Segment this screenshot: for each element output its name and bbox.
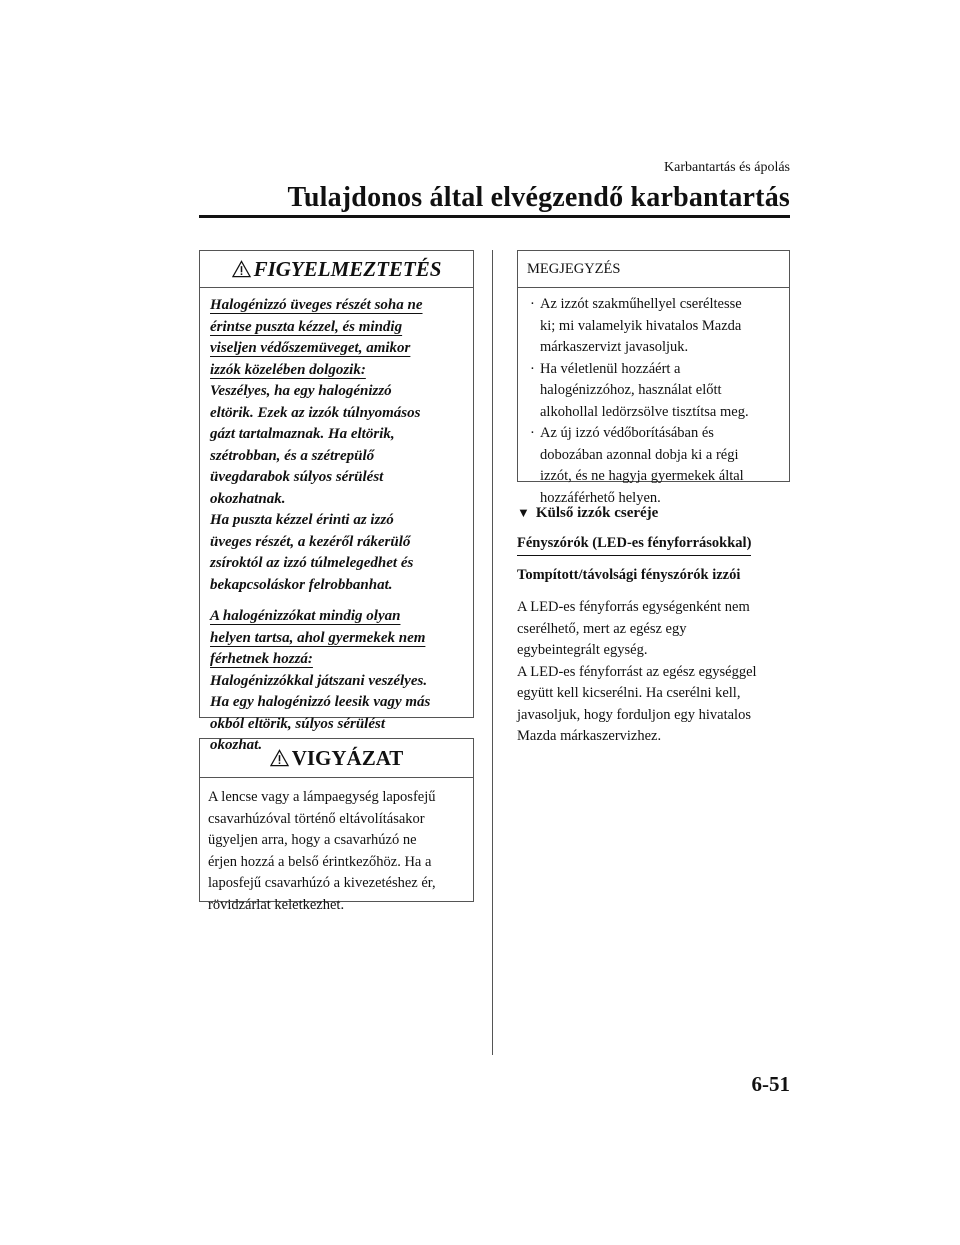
caution-body xyxy=(200,778,473,916)
body-text-line: javasoljuk, hogy forduljon egy hivatalos xyxy=(517,706,751,723)
caution-text-line: A lencse vagy a lámpaegység laposfejű xyxy=(208,789,436,805)
body-text-line: A LED-es fényforrást az egész egységgel xyxy=(517,663,757,680)
section-label: Karbantartás és ápolás xyxy=(664,160,790,175)
column-divider xyxy=(492,250,493,1055)
note-list xyxy=(518,288,789,509)
note-text-line: alkohollal ledörzsölve tisztítsa meg. xyxy=(540,403,749,420)
caution-box xyxy=(199,738,474,913)
warning-box xyxy=(199,250,474,753)
warning-text-line: Veszélyes, ha egy halogénizzó xyxy=(210,383,392,399)
warning-triangle-icon xyxy=(232,260,251,278)
warning-text-line: gázt tartalmaznak. Ha eltörik, xyxy=(210,426,395,442)
note-text-line: Az új izzó védőborításában és xyxy=(540,425,714,441)
header-rule xyxy=(199,215,790,218)
page-heading: Tulajdonos által elvégzendő karbantartás xyxy=(287,182,790,213)
page-number: 6-51 xyxy=(751,1072,790,1096)
warning-text-line: okozhatnak. xyxy=(210,490,286,507)
warning-heading-line: A halogénizzókat mindig olyan xyxy=(210,608,401,624)
caution-text-line: ügyeljen arra, hogy a csavarhúzó ne xyxy=(208,832,417,848)
note-text-line: izzót, és ne hagyja gyermekek által xyxy=(540,468,744,484)
subsection-title xyxy=(517,505,658,522)
caution-text-line: érjen hozzá a belső érintkezőhöz. Ha a xyxy=(208,853,432,870)
warning-heading-line: érintse puszta kézzel, és mindig xyxy=(210,318,403,335)
caution-title-bar xyxy=(200,739,473,778)
caution-text-line: laposfejű csavarhúzó a kivezetéshez ér, xyxy=(208,875,436,891)
warning-text-line: üvegdarabok súlyos sérülést xyxy=(210,469,384,485)
body-text-line: együtt kell kicserélni. Ha cserélni kell, xyxy=(517,685,741,701)
note-text-line: halogénizzóhoz, használat előtt xyxy=(540,382,722,398)
warning-text-line: zsíroktól az izzó túlmelegedhet és xyxy=(210,555,414,571)
warning-text-line: szétrobban, és a szétrepülő xyxy=(210,447,375,464)
warning-title-bar xyxy=(200,251,473,288)
warning-text-line: üveges részét, a kezéről rákerülő xyxy=(210,533,411,550)
bullet-icon: · xyxy=(530,425,535,441)
warning-text-line: Ha puszta kézzel érinti az izzó xyxy=(210,512,394,528)
note-text-line: dobozában azonnal dobja ki a régi xyxy=(540,446,739,463)
warning-heading-line: viseljen védőszemüveget, amikor xyxy=(210,340,411,356)
note-item xyxy=(530,423,781,509)
warning-triangle-icon xyxy=(270,749,289,767)
triangle-down-icon: ▼ xyxy=(517,505,530,520)
bullet-icon: · xyxy=(530,296,535,312)
warning-text-line: Ha egy halogénizzó leesik vagy más xyxy=(210,694,431,710)
warning-heading-line: férhetnek hozzá: xyxy=(210,651,313,667)
warning-text-line: okból eltörik, súlyos sérülést xyxy=(210,715,386,732)
caution-text-line: rövidzárlat keletkezhet. xyxy=(208,896,345,913)
note-text-line: Az izzót szakműhellyel cseréltesse xyxy=(540,296,742,312)
note-text-line: hozzáférhető helyen. xyxy=(540,489,661,506)
subsection-title-text: Külső izzók cseréje xyxy=(535,505,659,521)
body-text-line: egybeintegrált egység. xyxy=(517,642,648,658)
body-text-line: A LED-es fényforrás egységenként nem xyxy=(517,599,750,615)
bullet-icon: · xyxy=(530,360,535,377)
note-title: MEGJEGYZÉS xyxy=(518,251,789,288)
body-text-line: Mazda márkaszervizhez. xyxy=(517,728,662,744)
warning-text-line: okozhat. xyxy=(210,737,263,753)
body-text-line: cserélhető, mert az egész egy xyxy=(517,620,687,637)
note-item xyxy=(530,359,781,424)
body-text xyxy=(517,597,792,748)
warning-title: FIGYELMEZTETÉS xyxy=(253,256,442,281)
warning-heading-line: Halogénizzó üveges részét soha ne xyxy=(210,297,423,313)
caution-title: VIGYÁZAT xyxy=(291,745,404,770)
warning-text-line: eltörik. Ezek az izzók túlnyomásos xyxy=(210,404,421,421)
note-box xyxy=(517,250,790,506)
warning-text-line: Halogénizzókkal játszani veszélyes. xyxy=(210,672,428,689)
warning-body xyxy=(200,288,473,757)
topic-heading: Fényszórók (LED-es fényforrásokkal) xyxy=(517,535,751,556)
caution-text-line: csavarhúzóval történő eltávolításakor xyxy=(208,810,425,827)
note-text-line: Ha véletlenül hozzáért a xyxy=(540,360,681,377)
warning-heading-line: izzók közelében dolgozik: xyxy=(210,361,366,378)
warning-text-line: bekapcsoláskor felrobbanhat. xyxy=(210,576,393,593)
warning-heading-line: helyen tartsa, ahol gyermekek nem xyxy=(210,629,426,646)
note-text-line: márkaszervizt javasoljuk. xyxy=(540,339,689,355)
note-text-line: ki; mi valamelyik hivatalos Mazda xyxy=(540,317,742,334)
note-item xyxy=(530,294,781,359)
sub-topic-heading: Tompított/távolsági fényszórók izzói xyxy=(517,567,741,583)
